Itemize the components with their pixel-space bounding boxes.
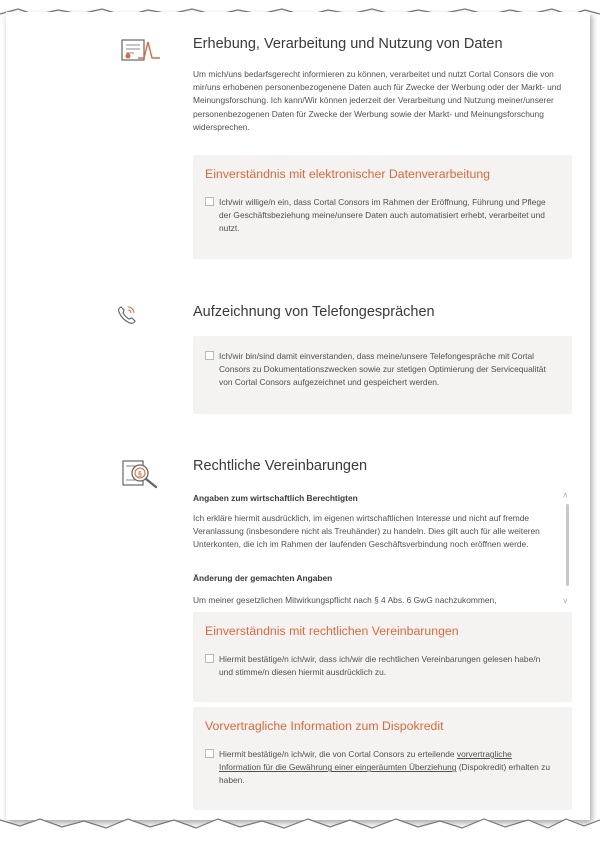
legal-heading-beneficial-owner: Angaben zum wirtschaftlich Berechtigten <box>193 493 358 503</box>
legal-consent-checkbox[interactable] <box>205 654 214 663</box>
legal-consent-box <box>193 612 572 702</box>
phone-consent-text: Ich/wir bin/sind damit einverstanden, dass meine/unsere Telefongespräche mit Cortal Consors zu Dokumentationszwecken sowie zur stetigen Optimierung der Servicequalität von Cortal Consors aufgezeichnet und gespeichert werden. <box>219 351 546 388</box>
overdraft-info-link[interactable]: vorvertragliche Information für die Gewährung einer eingeräumten Überziehung <box>219 749 512 773</box>
data-consent-checkbox[interactable] <box>205 197 214 206</box>
torn-edge-bottom <box>0 810 600 844</box>
phone-consent-checkbox[interactable] <box>205 351 214 360</box>
phone-icon <box>116 304 138 326</box>
data-consent-box <box>193 155 572 259</box>
data-consent-text: Ich/wir willige/n ein, dass Cortal Consors im Rahmen der Eröffnung, Führung und Pflege der Geschäftsbeziehung meine/unsere Daten auch automatisiert erhebt, verarbeitet und nutzt. <box>219 197 546 234</box>
scroll-up-icon[interactable]: ˄ <box>563 491 568 500</box>
scroll-thumb[interactable] <box>566 504 569 586</box>
overdraft-text-before: Hiermit bestätige/n ich/wir, die von Cortal Consors zu erteilende <box>219 749 457 759</box>
document-chart-icon <box>120 36 164 64</box>
data-section-title: Erhebung, Verarbeitung und Nutzung von Daten <box>193 36 503 52</box>
legal-paragraph-1: Ich erkläre hiermit ausdrücklich, im eigenen wirtschaftlichen Interesse und nicht auf fremde Veranlassung (insbesondere nicht als Treuhänder) zu handeln. Dies gilt auch für alle weiteren Unterkonten, die ich im Rahmen der laufenden Geschäftsverbindung noch eröffnen werde. <box>193 513 540 550</box>
legal-scrollbar[interactable] <box>562 492 572 607</box>
phone-section-title: Aufzeichnung von Telefongesprächen <box>193 304 435 320</box>
legal-consent-title: Einverständnis mit rechtlichen Vereinbarungen <box>205 624 459 638</box>
overdraft-info-text <box>219 748 555 788</box>
scroll-down-icon[interactable]: ˅ <box>563 597 568 606</box>
legal-consent-text: Hiermit bestätige/n ich/wir, dass ich/wir die rechtlichen Vereinbarungen gelesen habe/n und stimme/n diesen hiermit ausdrücklich zu. <box>219 654 541 678</box>
legal-search-icon <box>120 458 162 490</box>
svg-text:§: § <box>138 471 142 478</box>
overdraft-info-title: Vorvertragliche Information zum Dispokredit <box>205 719 444 733</box>
phone-consent-box <box>193 336 572 414</box>
legal-section-title: Rechtliche Vereinbarungen <box>193 458 368 474</box>
legal-scroll-area[interactable] <box>193 490 558 608</box>
overdraft-info-checkbox[interactable] <box>205 749 214 758</box>
data-consent-title: Einverständnis mit elektronischer Datenverarbeitung <box>205 167 491 181</box>
overdraft-info-box <box>193 707 572 810</box>
data-section-text: Um mich/uns bedarfsgerecht informieren zu können, verarbeitet und nutzt Cortal Consors die von mir/uns erhobenen personenbezogenene Daten auch für Zwecke der Werbung oder der Markt- und Meinungsforschung. Ich kann/Wir können jederzeit der Verarbeitung und Nutzung meiner/unserer personenbezogenen Daten für Zwecke der Werbung sowie der Markt- und Meinungsforschung widersprechen. <box>193 69 562 132</box>
legal-paragraph-2: Um meiner gesetzlichen Mitwirkungspflicht nach § 4 Abs. 6 GwG nachzukommen, <box>193 595 497 605</box>
overdraft-text-after: (Dispokredit) erhalten zu haben. <box>219 762 550 786</box>
legal-heading-changes: Änderung der gemachten Angaben <box>193 573 333 583</box>
